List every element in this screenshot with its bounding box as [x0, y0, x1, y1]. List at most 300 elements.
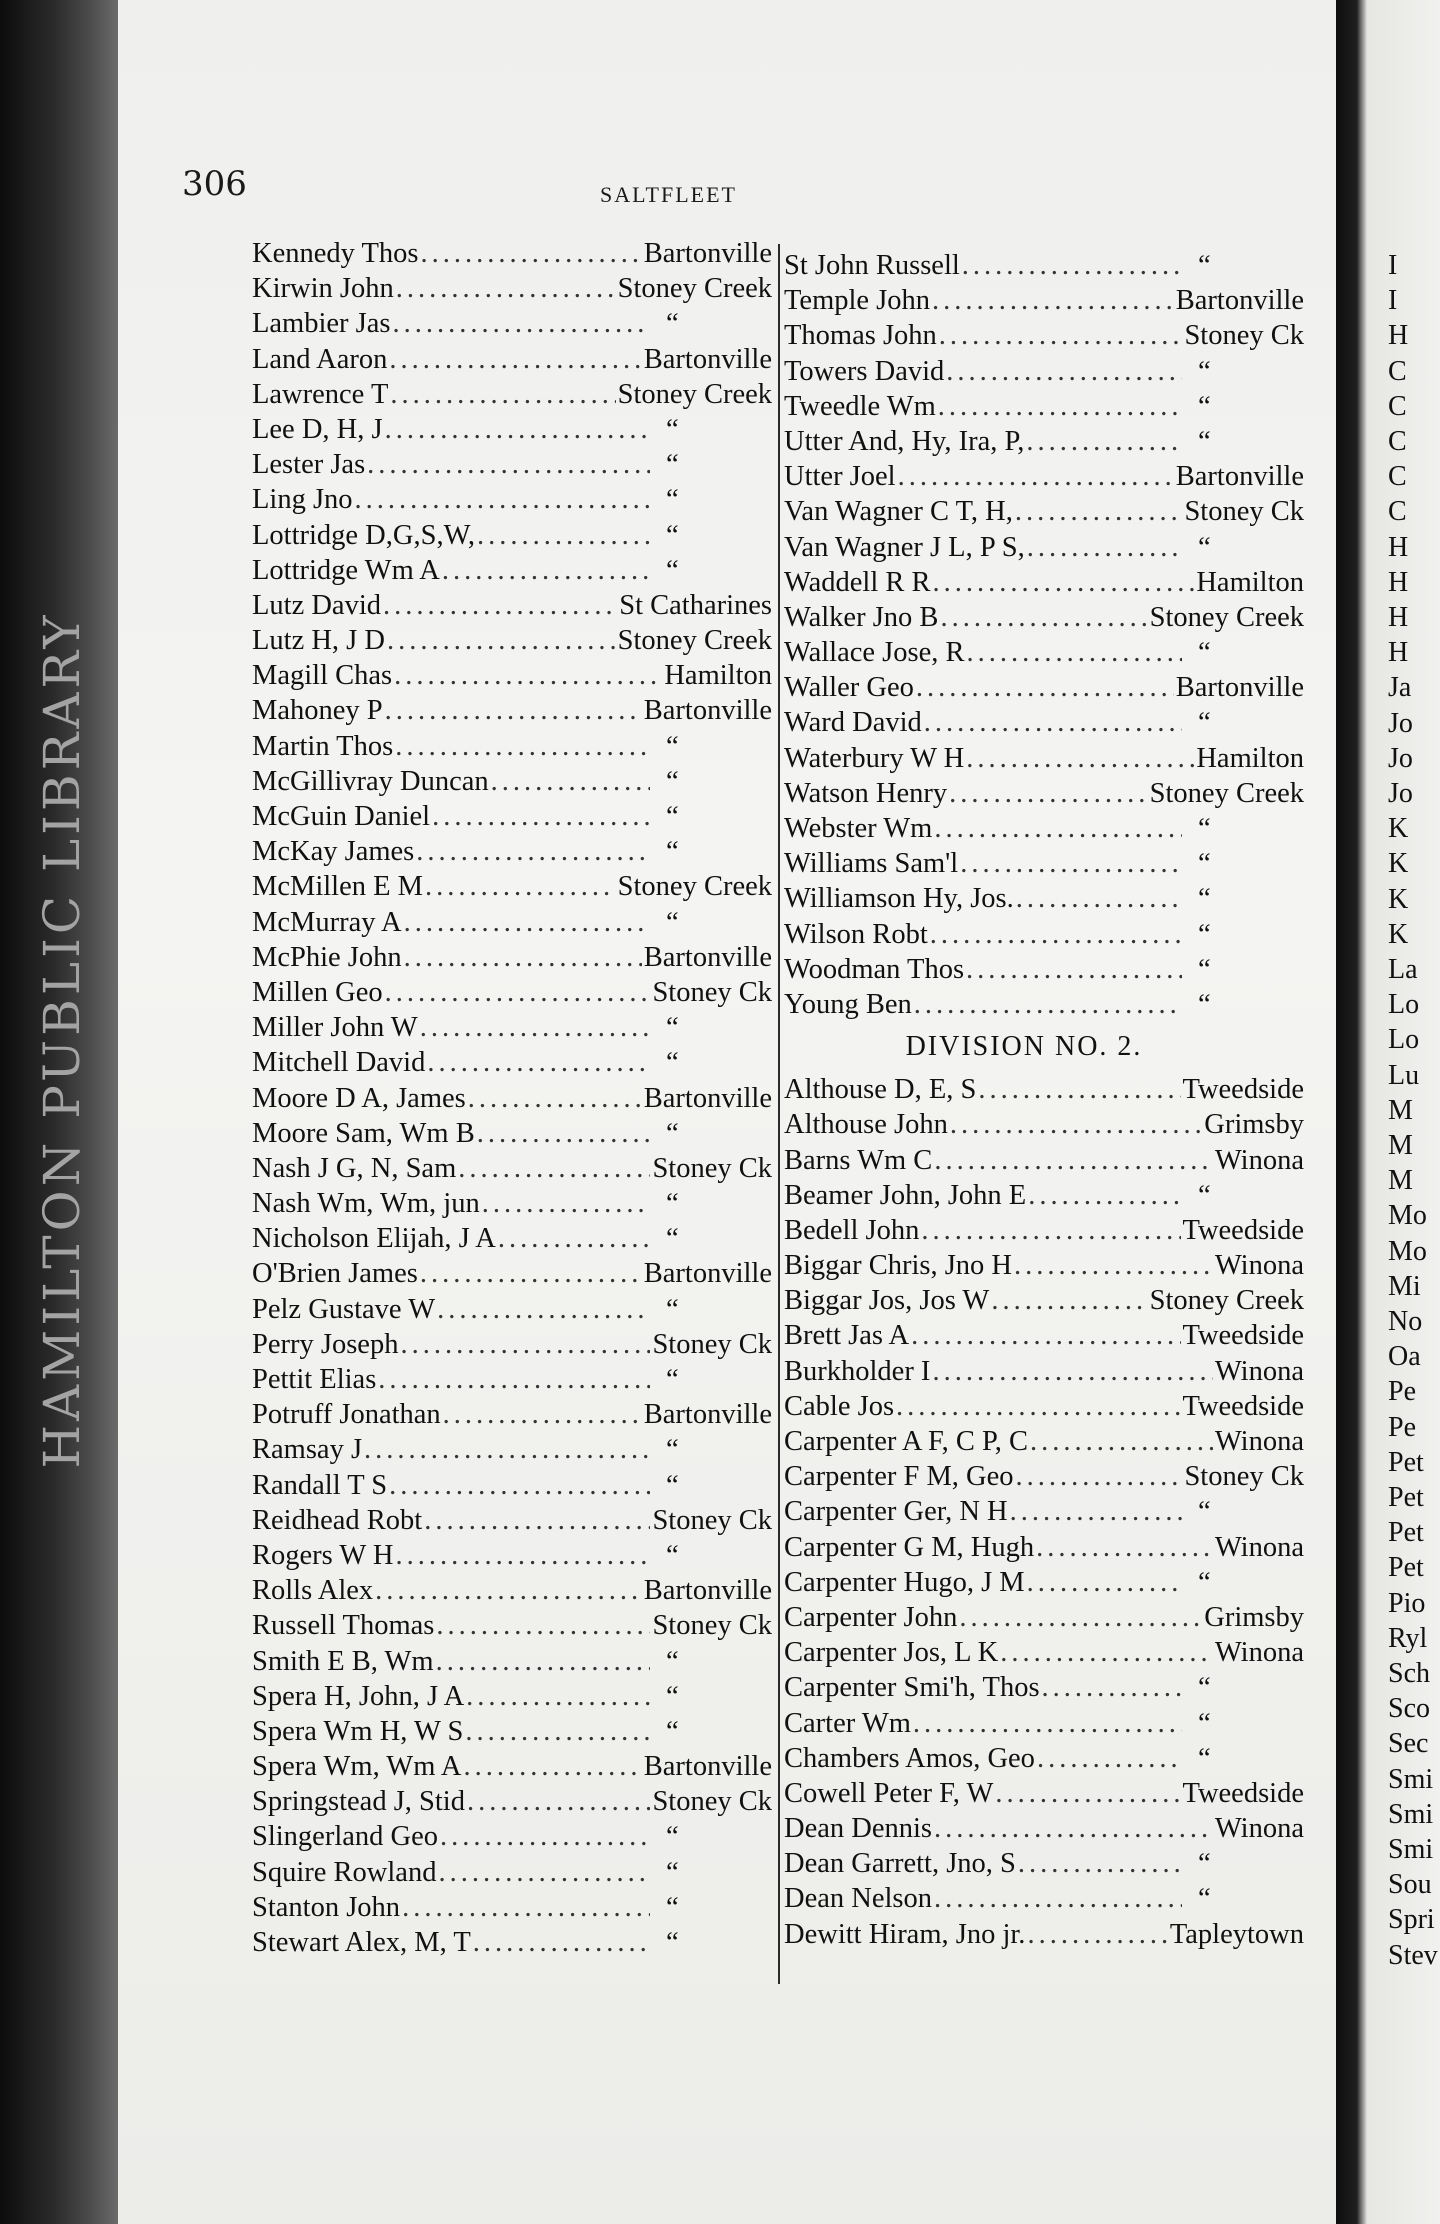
entry-place: “	[1198, 883, 1211, 915]
entry-place: Bartonville	[1175, 461, 1304, 493]
next-page-fragment: H	[1388, 602, 1409, 633]
leader-dots	[930, 917, 1182, 952]
leader-dots	[934, 1881, 1182, 1916]
leader-dots	[402, 1890, 650, 1925]
entry-name: Pelz Gustave W	[252, 1293, 436, 1325]
next-page-fragment: Jo	[1388, 778, 1413, 809]
entry-name: Wallace Jose, R	[784, 637, 965, 669]
directory-entry	[252, 1784, 772, 1819]
directory-entry	[252, 1749, 772, 1784]
directory-entry	[784, 1248, 1304, 1283]
entry-name: Burkholder I	[784, 1355, 931, 1387]
leader-dots	[404, 940, 642, 975]
leader-dots	[939, 318, 1183, 353]
leader-dots	[1027, 1917, 1167, 1952]
directory-entry	[252, 1045, 772, 1080]
directory-entry	[784, 670, 1304, 705]
directory-entry	[784, 1143, 1304, 1178]
leader-dots	[1016, 1459, 1183, 1494]
leader-dots	[436, 1608, 650, 1643]
entry-name: McMillen E M	[252, 871, 423, 903]
leader-dots	[950, 1107, 1202, 1142]
leader-dots	[389, 342, 641, 377]
entry-place: Bartonville	[643, 695, 772, 727]
book-spine	[0, 0, 118, 2224]
leader-dots	[421, 236, 642, 271]
entry-name: Spera Wm, Wm A	[252, 1751, 462, 1783]
next-page-fragment: Pio	[1388, 1587, 1426, 1619]
entry-place: “	[666, 1645, 679, 1677]
leader-dots	[442, 553, 650, 588]
leader-dots	[468, 1081, 642, 1116]
entry-place: Tapleytown	[1169, 1918, 1304, 1950]
leader-dots	[367, 447, 650, 482]
directory-entry	[784, 1354, 1304, 1389]
leader-dots	[960, 846, 1182, 881]
directory-entry	[784, 530, 1304, 565]
leader-dots	[440, 1819, 650, 1854]
next-page-fragment: C	[1388, 355, 1407, 387]
directory-entry	[784, 565, 1304, 600]
entry-name: Young Ben	[784, 988, 912, 1020]
entry-name: Lottridge D,G,S,W,	[252, 519, 475, 551]
next-page-fragment: Lo	[1388, 1024, 1420, 1056]
entry-name: Lambier Jas	[252, 308, 391, 340]
entry-place: Bartonville	[643, 343, 772, 375]
entry-name: Stewart Alex, M, T	[252, 1927, 471, 1958]
entry-place: “	[1198, 1848, 1211, 1880]
next-page-fragment: C	[1388, 461, 1407, 493]
entry-place: “	[666, 413, 679, 445]
entry-name: Magill Chas	[252, 660, 393, 692]
entry-name: Althouse John	[784, 1109, 948, 1141]
entry-place: “	[1198, 848, 1211, 880]
entry-place: “	[1198, 707, 1211, 739]
entry-place: Winona	[1214, 1250, 1304, 1282]
leader-dots	[420, 1256, 642, 1291]
directory-entry	[784, 1530, 1304, 1565]
entry-place: “	[1198, 390, 1211, 422]
directory-entry	[784, 1494, 1304, 1529]
entry-name: Towers David	[784, 355, 945, 387]
directory-entry	[252, 1608, 772, 1643]
right-column-entries	[784, 248, 1304, 1022]
entry-place: “	[666, 1047, 679, 1079]
entry-place: “	[666, 308, 679, 340]
leader-dots	[424, 1503, 650, 1538]
directory-entry	[252, 236, 772, 271]
next-page-fragment: Ryl	[1388, 1622, 1428, 1654]
entry-name: Spera Wm H, W S	[252, 1715, 464, 1747]
entry-place: Stoney Creek	[617, 273, 772, 305]
leader-dots	[394, 658, 662, 693]
leader-dots	[400, 1327, 650, 1362]
leader-dots	[436, 1644, 650, 1679]
directory-entry	[252, 412, 772, 447]
leader-dots	[378, 1362, 650, 1397]
entry-place: Hamilton	[1196, 742, 1304, 774]
entry-place: “	[666, 1188, 679, 1220]
entry-place: Bartonville	[643, 1575, 772, 1607]
next-page-fragment: Smi	[1388, 1798, 1434, 1830]
directory-entry	[252, 623, 772, 658]
entry-place: Stoney Ck	[1184, 320, 1304, 352]
leader-dots	[1000, 1635, 1213, 1670]
directory-entry	[784, 248, 1304, 283]
entry-name: Carter Wm	[784, 1707, 911, 1739]
entry-name: McGillivray Duncan	[252, 765, 489, 797]
entry-place: “	[666, 836, 679, 868]
entry-place: “	[1198, 918, 1211, 950]
directory-entry	[252, 1538, 772, 1573]
directory-entry	[252, 1362, 772, 1397]
next-page-fragment: No	[1388, 1306, 1423, 1337]
entry-name: Lutz David	[252, 589, 382, 621]
next-page-fragment: Pet	[1388, 1482, 1424, 1513]
next-page-fragment: H	[1388, 531, 1409, 563]
directory-entry	[784, 459, 1304, 494]
directory-entry	[252, 553, 772, 588]
entry-place: “	[666, 1012, 679, 1044]
division-two-entries	[784, 1072, 1304, 1952]
directory-entry	[252, 1010, 772, 1045]
entry-place: “	[666, 801, 679, 832]
entry-name: Bedell John	[784, 1214, 920, 1246]
directory-entry	[784, 283, 1304, 318]
directory-entry	[252, 1151, 772, 1186]
leader-dots	[390, 377, 615, 412]
next-page-fragment: Mo	[1388, 1235, 1427, 1267]
entry-place: Hamilton	[664, 660, 772, 692]
leader-dots	[991, 1283, 1147, 1318]
entry-name: Smith E B, Wm	[252, 1645, 434, 1677]
entry-name: Waterbury W H	[784, 742, 965, 774]
directory-entry	[784, 424, 1304, 459]
leader-dots	[921, 1213, 1180, 1248]
directory-entry	[252, 588, 772, 623]
directory-entry	[252, 1925, 772, 1960]
entry-name: Randall T S	[252, 1469, 388, 1501]
leader-dots	[1027, 1565, 1182, 1600]
directory-entry	[252, 869, 772, 904]
directory-entry	[252, 1432, 772, 1467]
entry-place: Bartonville	[1175, 285, 1304, 317]
leader-dots	[355, 482, 650, 517]
leader-dots	[383, 588, 617, 623]
leader-dots	[477, 1116, 650, 1151]
entry-place: Grimsby	[1204, 1109, 1304, 1141]
next-page-fragment: Sec	[1388, 1728, 1429, 1760]
leader-dots	[946, 354, 1182, 389]
leader-dots	[898, 459, 1174, 494]
column-divider	[778, 244, 780, 1984]
entry-name: Biggar Jos, Jos W	[784, 1285, 990, 1317]
entry-name: Moore D A, James	[252, 1082, 466, 1114]
entry-name: Williams Sam'l	[784, 848, 959, 880]
entry-place: “	[666, 449, 679, 481]
entry-place: “	[1198, 1742, 1211, 1774]
directory-entry	[252, 447, 772, 482]
directory-entry	[252, 1890, 772, 1925]
directory-entry	[784, 705, 1304, 740]
leader-dots	[934, 811, 1182, 846]
entry-place: Stoney Ck	[652, 1610, 772, 1642]
entry-name: Lester Jas	[252, 449, 366, 481]
leader-dots	[1014, 1248, 1213, 1283]
directory-entry	[784, 389, 1304, 424]
entry-place: Tweedside	[1182, 1320, 1304, 1352]
directory-entry	[784, 1635, 1304, 1670]
entry-place: Winona	[1214, 1144, 1304, 1176]
next-page-fragment: Oa	[1388, 1341, 1421, 1373]
entry-place: Bartonville	[643, 1258, 772, 1290]
next-page-fragment: Pe	[1388, 1411, 1416, 1443]
entry-name: Woodman Thos	[784, 953, 965, 985]
directory-entry	[252, 482, 772, 517]
directory-entry	[252, 1081, 772, 1116]
entry-place: Stoney Ck	[652, 976, 772, 1008]
next-page-fragment: Pet	[1388, 1517, 1424, 1549]
entry-name: Mitchell David	[252, 1047, 426, 1079]
entry-name: St John Russell	[784, 250, 960, 281]
next-page-fragment: Mo	[1388, 1200, 1427, 1232]
entry-place: Tweedside	[1182, 1214, 1304, 1246]
entry-name: Thomas John	[784, 320, 937, 352]
entry-place: Tweedside	[1182, 1390, 1304, 1422]
entry-name: Barns Wm C	[784, 1144, 933, 1176]
entry-place: “	[1198, 425, 1211, 457]
directory-entry	[784, 776, 1304, 811]
entry-place: “	[666, 1856, 679, 1888]
entry-place: “	[666, 1680, 679, 1712]
directory-entry	[784, 1213, 1304, 1248]
leader-dots	[940, 600, 1147, 635]
next-page-fragment: Lu	[1388, 1059, 1420, 1091]
entry-name: Althouse D, E, S	[784, 1074, 977, 1106]
entry-name: Perry Joseph	[252, 1328, 399, 1360]
leader-dots	[911, 1318, 1180, 1353]
entry-name: Nicholson Elijah, J A	[252, 1223, 496, 1255]
directory-entry	[784, 1811, 1304, 1846]
directory-entry	[252, 764, 772, 799]
entry-name: Carpenter F M, Geo	[784, 1461, 1014, 1493]
directory-entry	[252, 342, 772, 377]
entry-place: “	[666, 1469, 679, 1501]
entry-place: Stoney Ck	[652, 1504, 772, 1536]
entry-name: Utter Joel	[784, 461, 896, 493]
leader-dots	[978, 1072, 1180, 1107]
entry-place: “	[1198, 355, 1211, 387]
directory-entry	[252, 834, 772, 869]
directory-entry	[784, 1424, 1304, 1459]
entry-name: Carpenter Ger, N H	[784, 1496, 1008, 1528]
leader-dots	[1037, 1741, 1182, 1776]
entry-place: “	[1198, 953, 1211, 985]
leader-dots	[387, 623, 616, 658]
entry-place: “	[1198, 250, 1211, 281]
next-page-fragment: K	[1388, 918, 1409, 950]
directory-entry	[784, 1107, 1304, 1142]
directory-entry	[252, 1397, 772, 1432]
leader-dots	[396, 271, 616, 306]
leader-dots	[466, 1679, 650, 1714]
directory-entry	[252, 1855, 772, 1890]
entry-place: “	[666, 1434, 679, 1466]
leader-dots	[427, 1045, 650, 1080]
directory-entry	[252, 729, 772, 764]
leader-dots	[949, 776, 1148, 811]
entry-place: Bartonville	[643, 1751, 772, 1783]
entry-place: Stoney Ck	[652, 1328, 772, 1360]
entry-name: Ling Jno	[252, 484, 353, 516]
leader-dots	[416, 834, 650, 869]
entry-name: Slingerland Geo	[252, 1821, 439, 1853]
leader-dots	[966, 741, 1194, 776]
entry-name: McMurray A	[252, 906, 402, 938]
entry-name: Rolls Alex	[252, 1575, 374, 1607]
directory-entry	[252, 1573, 772, 1608]
next-page-fragment: K	[1388, 848, 1409, 880]
next-page-fragment: La	[1388, 954, 1418, 985]
directory-entry	[252, 1116, 772, 1151]
next-page-fragment: Smi	[1388, 1763, 1434, 1795]
entry-name: Russell Thomas	[252, 1610, 435, 1642]
entry-name: Squire Rowland	[252, 1856, 437, 1888]
leader-dots	[395, 729, 650, 764]
entry-name: Van Wagner J L, P S,	[784, 531, 1025, 563]
leader-dots	[913, 1706, 1182, 1741]
directory-entry	[252, 1292, 772, 1327]
entry-name: Williamson Hy, Jos.	[784, 883, 1014, 915]
leader-dots	[959, 1600, 1202, 1635]
leader-dots	[420, 1010, 650, 1045]
directory-entry	[252, 940, 772, 975]
directory-entry	[784, 741, 1304, 776]
entry-place: “	[666, 1117, 679, 1149]
leader-dots	[482, 1186, 650, 1221]
leader-dots	[934, 1143, 1213, 1178]
entry-name: Brett Jas A	[784, 1320, 910, 1352]
entry-name: Dean Dennis	[784, 1813, 932, 1845]
entry-place: Winona	[1214, 1813, 1304, 1845]
leader-dots	[432, 799, 650, 834]
entry-place: Stoney Creek	[617, 378, 772, 410]
page-number: 306	[182, 164, 247, 204]
directory-entry	[252, 1714, 772, 1749]
entry-place: “	[666, 484, 679, 516]
directory-entry	[252, 1644, 772, 1679]
entry-place: Bartonville	[1175, 672, 1304, 704]
entry-place: “	[666, 1715, 679, 1747]
directory-entry	[252, 693, 772, 728]
entry-name: Springstead J, Stid	[252, 1786, 465, 1818]
entry-place: “	[1198, 1672, 1211, 1704]
directory-entry	[784, 1846, 1304, 1881]
entry-place: Winona	[1214, 1637, 1304, 1669]
leader-dots	[1015, 494, 1183, 529]
leader-dots	[364, 1432, 650, 1467]
running-head: SALTFLEET	[600, 182, 737, 207]
entry-place: “	[666, 1927, 679, 1958]
entry-place: Stoney Ck	[1184, 496, 1304, 528]
division-heading: DIVISION NO. 2.	[905, 1031, 1143, 1063]
entry-name: Pettit Elias	[252, 1364, 377, 1395]
entry-name: Walker Jno B	[784, 601, 939, 633]
entry-place: St Catharines	[619, 589, 772, 621]
entry-name: Dean Nelson	[784, 1883, 932, 1915]
entry-place: Stoney Creek	[1149, 1285, 1304, 1317]
directory-entry	[784, 952, 1304, 987]
entry-name: Mahoney P	[252, 695, 383, 727]
leader-dots	[966, 952, 1182, 987]
directory-entry	[784, 354, 1304, 389]
entry-name: Cable Jos	[784, 1390, 895, 1422]
leader-dots	[932, 1354, 1212, 1389]
leader-dots	[967, 635, 1182, 670]
leader-dots	[1026, 424, 1182, 459]
next-page-fragment: Pet	[1388, 1446, 1424, 1478]
next-page-fragment: M	[1388, 1130, 1413, 1161]
leader-dots	[465, 1714, 650, 1749]
entry-name: Millen Geo	[252, 976, 383, 1008]
next-page-fragment: M	[1388, 1094, 1413, 1126]
leader-dots	[1042, 1670, 1182, 1705]
entry-name: Dewitt Hiram, Jno jr.	[784, 1918, 1026, 1950]
entry-place: Winona	[1214, 1355, 1304, 1387]
directory-entry	[784, 1706, 1304, 1741]
next-page-fragment: K	[1388, 883, 1409, 915]
directory-entry	[784, 635, 1304, 670]
entry-place: Hamilton	[1196, 566, 1304, 598]
entry-name: Chambers Amos, Geo	[784, 1742, 1035, 1774]
directory-entry	[784, 1459, 1304, 1494]
next-page-fragment: M	[1388, 1165, 1413, 1197]
next-page-fragment: C	[1388, 426, 1407, 457]
directory-entry	[252, 658, 772, 693]
entry-name: McGuin Daniel	[252, 801, 431, 832]
entry-place: Winona	[1214, 1426, 1304, 1457]
entry-place: Winona	[1214, 1531, 1304, 1563]
leader-dots	[498, 1221, 650, 1256]
entry-place: “	[666, 765, 679, 797]
leader-dots	[385, 975, 651, 1010]
directory-entry	[252, 377, 772, 412]
leader-dots	[375, 1573, 642, 1608]
leader-dots	[924, 705, 1182, 740]
directory-entry	[252, 975, 772, 1010]
next-page-fragment: H	[1388, 637, 1409, 669]
entry-place: Bartonville	[643, 238, 772, 269]
entry-place: “	[1198, 531, 1211, 563]
directory-entry	[252, 518, 772, 553]
leader-dots	[995, 1776, 1180, 1811]
next-page-fragment: I	[1388, 285, 1398, 317]
leader-dots	[1028, 1178, 1182, 1213]
directory-entry	[784, 318, 1304, 353]
directory-entry	[784, 881, 1304, 916]
entry-place: “	[666, 554, 679, 586]
leader-dots	[896, 1389, 1180, 1424]
entry-place: Tweedside	[1182, 1074, 1304, 1106]
leader-dots	[464, 1749, 642, 1784]
entry-name: Martin Thos	[252, 730, 394, 762]
directory-entry	[784, 1565, 1304, 1600]
directory-entry	[784, 1283, 1304, 1318]
entry-name: Carpenter A F, C P, C	[784, 1426, 1028, 1457]
next-page-fragment: Lo	[1388, 989, 1420, 1021]
next-page-fragment: C	[1388, 496, 1407, 528]
entry-name: Carpenter G M, Hugh	[784, 1531, 1035, 1563]
